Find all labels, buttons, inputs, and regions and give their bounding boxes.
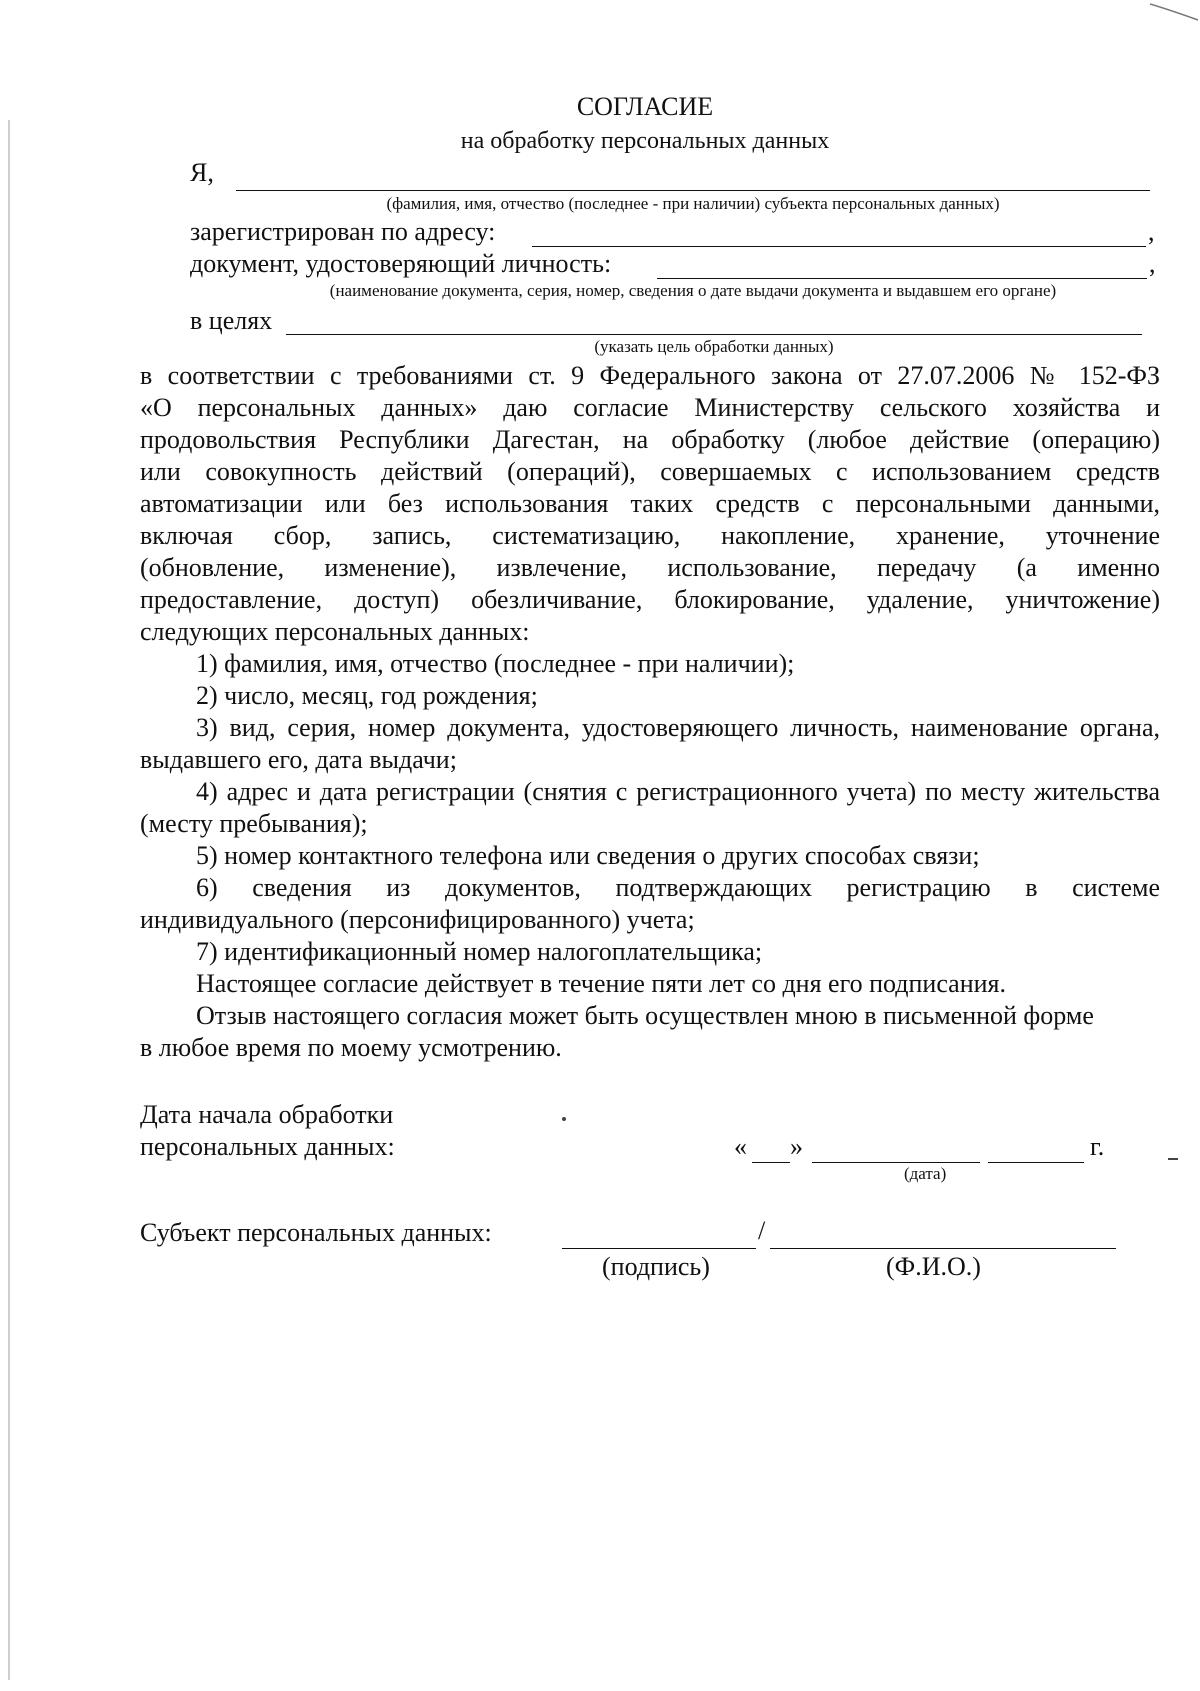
month-line[interactable] (812, 1162, 980, 1163)
date-label-line1: Дата начала обработки (140, 1100, 394, 1129)
document-label: документ, удостоверяющий личность: (190, 249, 612, 278)
document-line[interactable] (657, 278, 1147, 279)
intro-line: включая сбор, запись, систематизацию, накопление, хранение, уточнение (140, 521, 1160, 550)
signature-line[interactable] (562, 1248, 756, 1249)
list-item: 1) фамилия, имя, отчество (последнее - при наличии); (196, 649, 795, 678)
fio-hint: (Ф.И.О.) (886, 1252, 981, 1281)
full-name-hint: (фамилия, имя, отчество (последнее - при наличии) субъекта персональных данных) (386, 194, 1000, 213)
address-comma: , (1148, 217, 1155, 246)
purpose-label: в целях (190, 306, 273, 335)
intro-line: или совокупность действий (операций), совершаемых с использованием средств (140, 457, 1160, 486)
day-line[interactable] (752, 1162, 790, 1163)
intro-line: продовольствия Республики Дагестан, на обработку (любое действие (операцию) (140, 425, 1160, 454)
purpose-hint: (указать цель обработки данных) (594, 337, 834, 356)
year-suffix: г. (1090, 1132, 1105, 1161)
address-line[interactable] (532, 246, 1146, 247)
date-quote-close: » (790, 1132, 803, 1161)
fio-line[interactable] (770, 1248, 1116, 1249)
year-line[interactable] (988, 1162, 1084, 1163)
scan-dot (562, 1117, 566, 1121)
intro-last-line: следующих персональных данных: (140, 617, 530, 646)
date-label-line2: персональных данных: (140, 1132, 395, 1161)
list-item: 7) идентификационный номер налогоплательщика; (196, 937, 763, 966)
intro-line: автоматизации или без использования таких средств с персональными данными, (140, 489, 1160, 518)
signature-hint: (подпись) (602, 1252, 710, 1281)
document-comma: , (1149, 249, 1156, 278)
signature-slash: / (758, 1216, 766, 1245)
subject-label: Субъект персональных данных: (140, 1218, 492, 1247)
scan-corner-mark (1150, 0, 1200, 24)
revocation-text: Отзыв настоящего согласия может быть осуществлен мною в письменной форме в любое время по моему усмотрению. (140, 1001, 1094, 1062)
list-item: 5) номер контактного телефона или сведения о других способах связи; (196, 841, 980, 870)
full-name-line[interactable] (236, 190, 1150, 191)
scan-dash (1168, 1158, 1178, 1160)
validity-text: Настоящее согласие действует в течение пяти лет со дня его подписания. (196, 969, 1007, 998)
list-item: 3) вид, серия, номер документа, удостоверяющего личность, наименование органа, выдавшего его, дата выдачи; (140, 713, 1160, 774)
intro-line: (обновление, изменение), извлечение, использование, передачу (а именно (140, 553, 1160, 582)
address-label: зарегистрирован по адресу: (190, 217, 496, 246)
list-item: 4) адрес и дата регистрации (снятия с регистрационного учета) по месту жительства (месту пребывания); (140, 777, 1160, 838)
document-hint: (наименование документа, серия, номер, сведения о дате выдачи документа и выдавшем его органе) (329, 281, 1057, 300)
document-subtitle: на обработку персональных данных (460, 128, 830, 154)
scan-edge-line (8, 120, 10, 1680)
intro-line: в соответствии с требованиями ст. 9 Федерального закона от 27.07.2006 № 152-ФЗ (140, 361, 1160, 390)
purpose-line[interactable] (286, 334, 1142, 335)
list-item: 2) число, месяц, год рождения; (196, 681, 538, 710)
date-quote-open: « (734, 1132, 747, 1161)
intro-line: «О персональных данных» даю согласие Министерству сельского хозяйства и (140, 393, 1160, 422)
document-title: СОГЛАСИЕ (576, 92, 714, 121)
date-hint: (дата) (904, 1164, 947, 1183)
i-label: Я, (190, 158, 214, 187)
list-item: 6) сведения из документов, подтверждающих регистрацию в системе индивидуального (персонифицированного) учета; (140, 873, 1160, 934)
intro-line: предоставление, доступ) обезличивание, блокирование, удаление, уничтожение) (140, 585, 1160, 614)
